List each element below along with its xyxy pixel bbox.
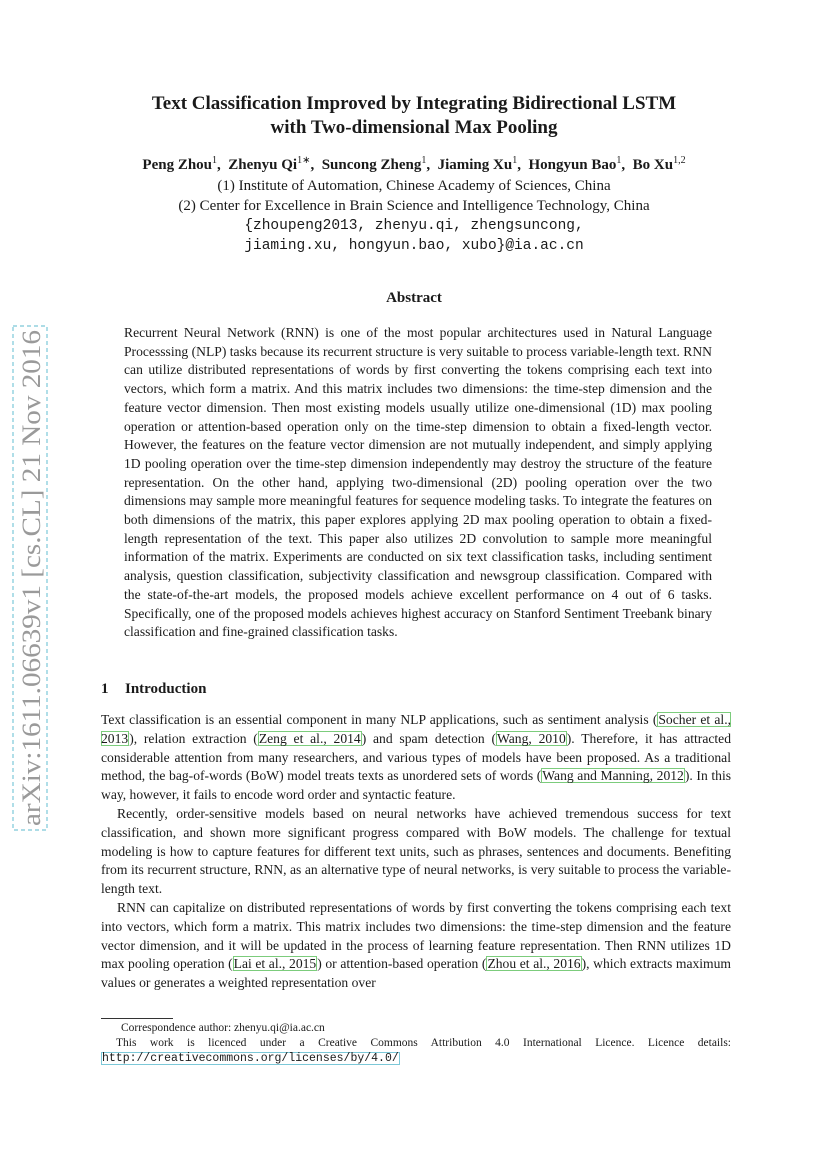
- author-emails-line-1: {zhoupeng2013, zhenyu.qi, zhengsuncong,: [244, 218, 584, 234]
- citation-link[interactable]: Zeng et al., 2014: [258, 730, 361, 746]
- title-line-2: with Two-dimensional Max Pooling: [270, 117, 558, 138]
- affiliation-2: (2) Center for Excellence in Brain Science and Intelligence Technology, China: [178, 198, 650, 214]
- citation-link[interactable]: Zhou et al., 2016: [487, 956, 581, 972]
- paragraph: Text classification is an essential component in many NLP applications, such as sentiment analysis (Socher et al., 2013), relation extraction (Zeng et al., 2014) and spam detection (Wang, 2010). Therefore, it has attracted considerable attention from many researchers, and various types of models have been proposed. As a traditional method, the bag-of-words (BoW) model treats texts as unordered sets of words (Wang and Manning, 2012). In this way, however, it fails to encode word order and syntactic feature.: [101, 712, 732, 803]
- footnote-rule: [101, 1018, 173, 1019]
- abstract-body: Recurrent Neural Network (RNN) is one of the most popular architectures used in Natural Language Processsing (NLP) tasks because its recurrent structure is very suitable to process variable-length text. RNN can utilize distributed representations of words by first converting the tokens comprising each text into vectors, which form a matrix. And this matrix includes two dimensions: the time-step dimension and the feature vector dimension. Then most existing models usually utilize one-dimensional (1D) max pooling operation or attention-based operation only on the time-step dimension to obtain a fixed-length vector. However, the features on the feature vector dimension are not mutually independent, and simply applying 1D pooling operation over the time-step dimension independently may destroy the structure of the feature representation. On the other hand, applying two-dimensional (2D) pooling operation over the two dimensions may sample more meaningful features for sequence modeling tasks. To integrate the features on both dimensions of the matrix, this paper explores applying 2D max pooling operation to obtain a fixed-length representation of the text. This paper also utilizes 2D convolution to sample more meaningful information of the matrix. Experiments are conducted on six text classification tasks, including sentiment analysis, question classification, subjectivity classification and newsgroup classification. Compared with the state-of-the-art models, the proposed models achieve excellent performance on 4 out of 6 tasks. Specifically, one of the proposed models achieves highest accuracy on Stanford Sentiment Treebank binary classification and fine-grained classification tasks.: [124, 325, 712, 640]
- author: Suncong Zheng$^1$: [321, 155, 427, 173]
- abstract-heading: Abstract: [386, 290, 442, 306]
- paragraph: RNN can capitalize on distributed representations of words by first converting the tokens comprising each text into vectors, which form a matrix. This matrix includes two dimensions: the time-step dimension and the feature vector dimension, and it will be updated in the process of learning feature representation. Then RNN utilizes 1D max pooling operation (Lai et al., 2015) or attention-based operation (Zhou et al., 2016), which extracts maximum values or generates a weighted representation over: [101, 899, 731, 991]
- author: Zhenyu $Qi^{1∗}$: [228, 155, 311, 173]
- paper-title: [0, 92, 828, 140]
- citation-link[interactable]: Socher et al., 2013: [101, 712, 731, 746]
- footnote-licence: This work is licenced under a Creative Commons Attribution 4.0 International Licence. Licence details:: [116, 1037, 731, 1049]
- licence-url-link[interactable]: http://creativecommons.org/licenses/by/4.0/: [102, 1052, 399, 1065]
- footnote-url-line: [101, 1051, 731, 1066]
- section-title: Introduction: [125, 681, 207, 697]
- citation-link[interactable]: Wang, 2010: [497, 730, 566, 746]
- section-heading: [101, 679, 206, 699]
- paragraph: Recently, order-sensitive models based on neural networks have achieved tremendous success for text classification, and shown more significant progress compared with BoW models. The challenge for textual modeling is how to capture features for different text units, such as phrases, sentences and documents. Benefiting from its recurrent structure, RNN, as an alternative type of neural networks, is very suitable to process the variable-length text.: [101, 805, 731, 897]
- author-emails-line-2: jiaming.xu, hongyun.bao, xubo}@ia.ac.cn: [244, 238, 584, 254]
- affiliation-1: (1) Institute of Automation, Chinese Academy of Sciences, China: [217, 178, 611, 194]
- author: Jiaming Xu$^1$: [437, 155, 518, 173]
- author: Hongyun Bao$^1$: [528, 155, 622, 173]
- title-line-1: Text Classification Improved by Integrating Bidirectional LSTM: [151, 93, 677, 114]
- introduction-body: [101, 711, 731, 993]
- citation-link[interactable]: Lai et al., 2015: [233, 956, 317, 972]
- section-number: 1: [101, 681, 109, 697]
- author: Bo Xu$^{1,2}$: [632, 155, 686, 173]
- author: Peng Zhou$^1$: [142, 155, 218, 173]
- citation-link[interactable]: Wang and Manning, 2012: [542, 768, 684, 784]
- arxiv-identifier[interactable]: [10, 324, 50, 832]
- author-list: Peng Zhou$^1$, Zhenyu $Qi^{1∗}$, Suncong Zheng$^1$, Jiaming Xu$^1$, Hongyun Bao$^1$, Bo Xu$^{1,2}$: [142, 155, 686, 173]
- footnote-correspondence: Correspondence author: zhenyu.qi@ia.ac.cn: [121, 1022, 325, 1034]
- arxiv-identifier-text: arXiv:1611.06639v1 [cs.CL] 21 Nov 2016: [16, 375, 46, 826]
